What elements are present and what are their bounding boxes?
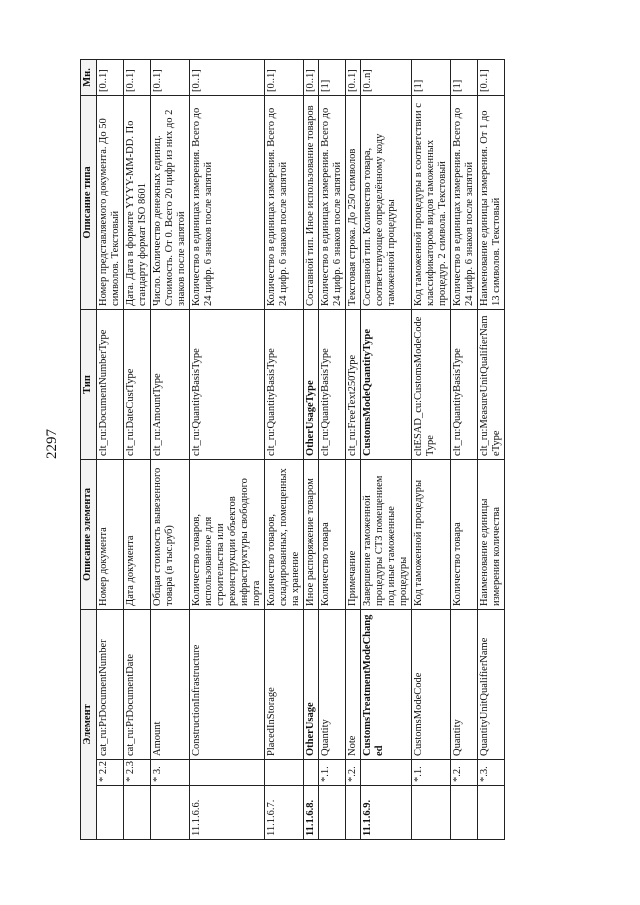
element-type: CustomsModeQuantityType bbox=[361, 309, 412, 459]
type-description: Код таможенной процедуры в соответствии с классификатором видов таможенных процедур. 2 символа. Текстовый bbox=[412, 95, 451, 309]
element-description: Количество товара bbox=[319, 459, 346, 609]
element-marker: * 2.3 bbox=[124, 760, 151, 786]
element-marker bbox=[361, 760, 412, 786]
type-description: Наименование единицы измерения. От 1 до 13 символов. Текстовый bbox=[478, 95, 505, 309]
element-description: Количество товара bbox=[451, 459, 478, 609]
multiplicity: [0..1] bbox=[190, 59, 265, 95]
element-type: clt_ru:QuantityBasisType bbox=[451, 309, 478, 459]
multiplicity: [0..1] bbox=[304, 59, 319, 95]
table-row bbox=[97, 59, 124, 839]
type-description: Количество в единицах измерения. Всего до 24 цифр. 6 знаков после запятой bbox=[451, 95, 478, 309]
page-number: 2297 bbox=[44, 429, 60, 459]
type-description: Количество в единицах измерения. Всего до 24 цифр. 6 знаков после запятой bbox=[319, 95, 346, 309]
element-marker: *.1. bbox=[412, 760, 451, 786]
type-description: Количество в единицах измерения. Всего до 24 цифр. 6 знаков после запятой bbox=[265, 95, 304, 309]
elements-table bbox=[80, 59, 505, 840]
element-number: 11.1.6.7. bbox=[265, 786, 304, 840]
element-marker: * 3. bbox=[151, 760, 190, 786]
element-name: Amount bbox=[151, 609, 190, 759]
element-number: 11.1.6.6. bbox=[190, 786, 265, 840]
table-row bbox=[451, 59, 478, 839]
table-row bbox=[304, 59, 319, 839]
element-type: clt_ru:AmountType bbox=[151, 309, 190, 459]
element-number: 11.1.6.9. bbox=[361, 786, 412, 840]
element-name: Note bbox=[346, 609, 361, 759]
element-name: OtherUsage bbox=[304, 609, 319, 759]
element-name: CustomsModeCode bbox=[412, 609, 451, 759]
element-number bbox=[97, 786, 124, 840]
header-element-description: Описание элемента bbox=[81, 459, 97, 609]
element-description: Код таможенной процедуры bbox=[412, 459, 451, 609]
element-number bbox=[451, 786, 478, 840]
element-number bbox=[412, 786, 451, 840]
element-type: clt_ru:QuantityBasisType bbox=[265, 309, 304, 459]
type-description: Номер представляемого документа. До 50 символов. Текстовый bbox=[97, 95, 124, 309]
type-description: Составной тип. Количество товара, соответствующее определённому коду таможенной процедуры bbox=[361, 95, 412, 309]
multiplicity: [1] bbox=[451, 59, 478, 95]
table-row bbox=[265, 59, 304, 839]
multiplicity: [0..1] bbox=[265, 59, 304, 95]
multiplicity: [1] bbox=[319, 59, 346, 95]
element-description: Примечание bbox=[346, 459, 361, 609]
element-type: OtherUsageType bbox=[304, 309, 319, 459]
type-description: Число. Количество денежных единиц. Стоимость. От 0. Всего 20 цифр из них до 2 знаков после запятой bbox=[151, 95, 190, 309]
element-type: clt_ru:QuantityBasisType bbox=[190, 309, 265, 459]
type-description: Количество в единицах измерения. Всего до 24 цифр. 6 знаков после запятой bbox=[190, 95, 265, 309]
element-number bbox=[124, 786, 151, 840]
element-number bbox=[319, 786, 346, 840]
element-description: Общая стоимость вывезенного товара (в тыс.руб) bbox=[151, 459, 190, 609]
table-row bbox=[346, 59, 361, 839]
multiplicity: [1] bbox=[412, 59, 451, 95]
element-name: cat_ru:PrDocumentNumber bbox=[97, 609, 124, 759]
element-marker: *.3. bbox=[478, 760, 505, 786]
element-marker: *.2. bbox=[346, 760, 361, 786]
element-description: Номер документа bbox=[97, 459, 124, 609]
table-row bbox=[151, 59, 190, 839]
element-description: Дата документа bbox=[124, 459, 151, 609]
table-row bbox=[412, 59, 451, 839]
element-number bbox=[346, 786, 361, 840]
element-marker bbox=[265, 760, 304, 786]
element-name: CustomsTreatmentModeChanged bbox=[361, 609, 412, 759]
type-description: Дата. Дата в формате YYYY-MM-DD. По стандарту формат ISO 8601 bbox=[124, 95, 151, 309]
element-type: clt_ru:DocumentNumberType bbox=[97, 309, 124, 459]
type-description: Составной тип. Иное использование товаров bbox=[304, 95, 319, 309]
table-row bbox=[124, 59, 151, 839]
element-marker bbox=[190, 760, 265, 786]
header-type-description: Описание типа bbox=[81, 95, 97, 309]
element-marker: * 2.2 bbox=[97, 760, 124, 786]
element-marker: *.2. bbox=[451, 760, 478, 786]
multiplicity: [0..1] bbox=[478, 59, 505, 95]
multiplicity: [0..1] bbox=[151, 59, 190, 95]
element-type: cltESAD_cu:CustomsModeCodeType bbox=[412, 309, 451, 459]
element-name: cat_ru:PrDocumentDate bbox=[124, 609, 151, 759]
type-description: Текстовая строка. До 250 символов bbox=[346, 95, 361, 309]
multiplicity: [0..1] bbox=[97, 59, 124, 95]
table-row bbox=[478, 59, 505, 839]
element-name: Quantity bbox=[451, 609, 478, 759]
table-row bbox=[190, 59, 265, 839]
element-name: ConstructionInfrastructure bbox=[190, 609, 265, 759]
element-type: clt_ru:QuantityBasisType bbox=[319, 309, 346, 459]
rotated-table-container bbox=[80, 60, 528, 840]
multiplicity: [0..n] bbox=[361, 59, 412, 95]
element-number bbox=[478, 786, 505, 840]
element-name: Quantity bbox=[319, 609, 346, 759]
element-name: QuantityUnitQualifierName bbox=[478, 609, 505, 759]
header-multiplicity: Мн. bbox=[81, 59, 97, 95]
element-marker bbox=[304, 760, 319, 786]
element-description: Количество товаров, складированных, помещенных на хранение bbox=[265, 459, 304, 609]
table-row bbox=[361, 59, 412, 839]
element-description: Завершение таможенной процедуры СТЗ помещением под иные таможенные процедуры bbox=[361, 459, 412, 609]
multiplicity: [0..1] bbox=[346, 59, 361, 95]
header-element: Элемент bbox=[81, 609, 97, 839]
header-type: Тип bbox=[81, 309, 97, 459]
element-type: clt_ru:DateCustType bbox=[124, 309, 151, 459]
element-marker: *.1. bbox=[319, 760, 346, 786]
element-type: clt_ru:MeasureUnitQualifierNameType bbox=[478, 309, 505, 459]
element-number bbox=[151, 786, 190, 840]
table-row bbox=[319, 59, 346, 839]
element-number: 11.1.6.8. bbox=[304, 786, 319, 840]
element-description: Количество товаров, использованное для строительства или реконструкции объектов инфраструктуры свободного порта bbox=[190, 459, 265, 609]
element-name: PlacedInStorage bbox=[265, 609, 304, 759]
table-body bbox=[97, 59, 505, 839]
multiplicity: [0..1] bbox=[124, 59, 151, 95]
element-type: clt_ru:FreeText250Type bbox=[346, 309, 361, 459]
table-header-row bbox=[81, 59, 97, 839]
element-description: Иное распоряжение товаром bbox=[304, 459, 319, 609]
element-description: Наименование единицы измерения количества bbox=[478, 459, 505, 609]
